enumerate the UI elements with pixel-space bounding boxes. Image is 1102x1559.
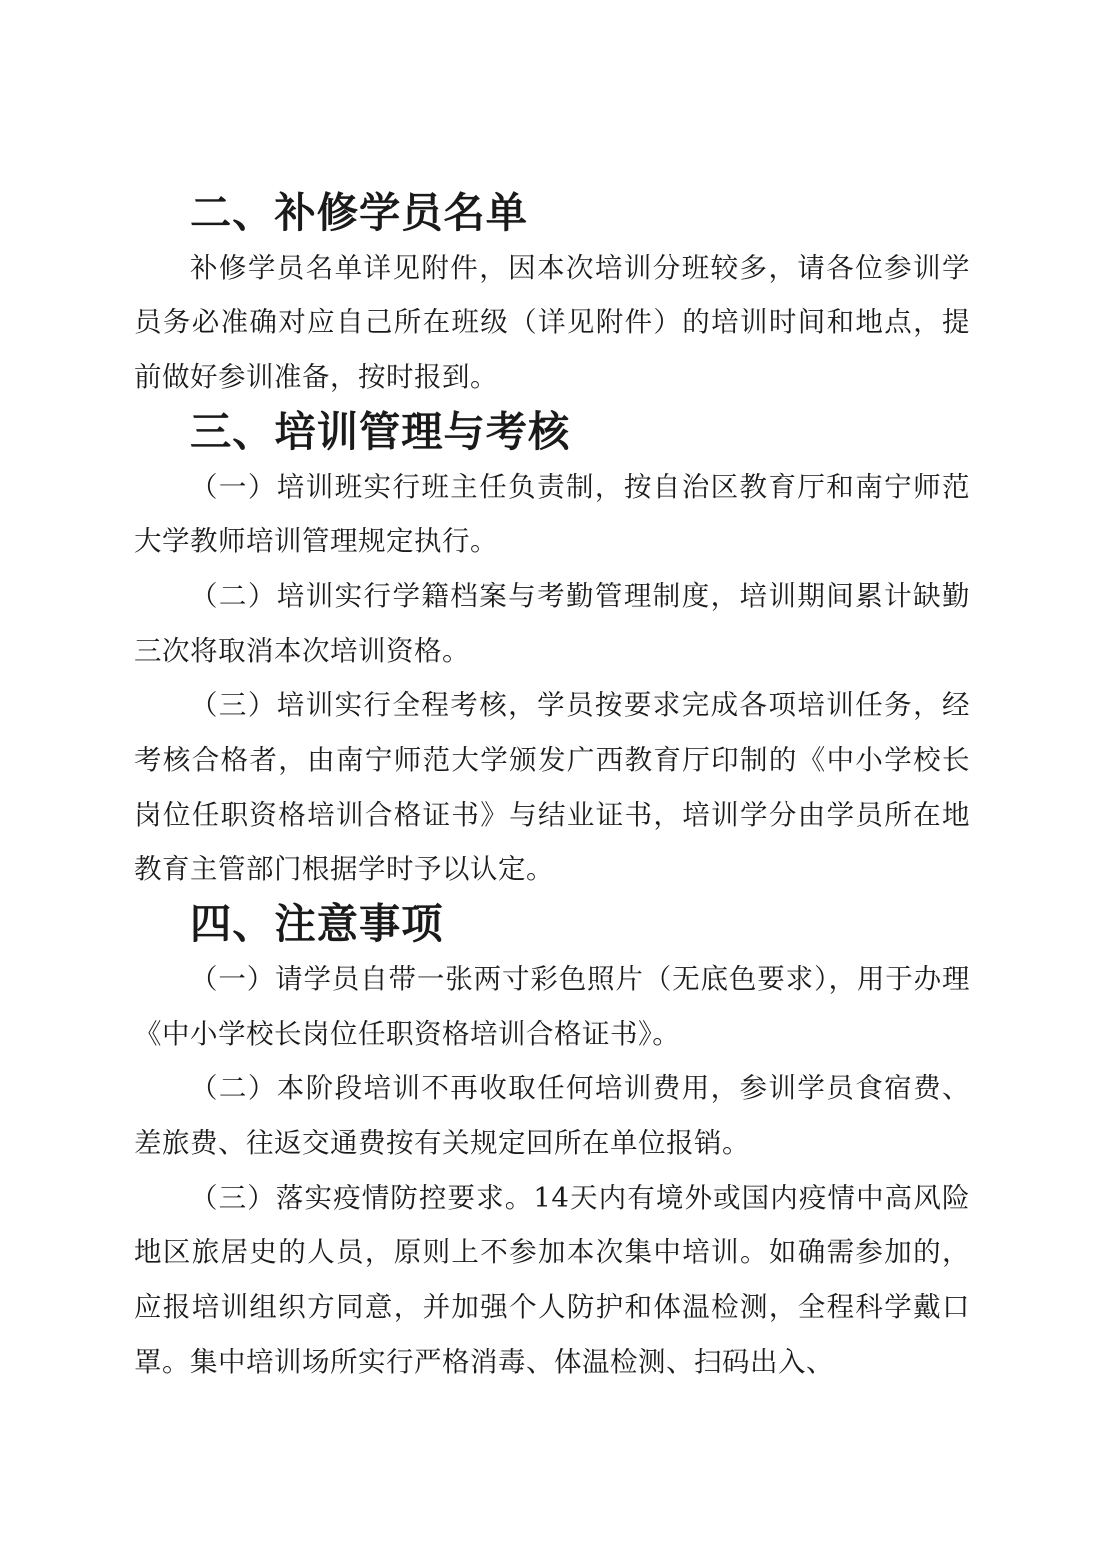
paragraph-management-2: （二）培训实行学籍档案与考勤管理制度，培训期间累计缺勤三次将取消本次培训资格。 [134,579,970,667]
paragraph-notes-2: （二）本阶段培训不再收取任何培训费用，参训学员食宿费、差旅费、往返交通费按有关规定回所在单位报销。 [134,1072,970,1159]
paragraph-notes-3: （三）落实疫情防控要求。14天内有境外或国内疫情中高风险地区旅居史的人员，原则上不参加本次集中培训。如确需参加的，应报培训组织方同意，并加强个人防护和体温检测，全程科学戴口罩。集中培训场所实行严格消毒、体温检测、扫码出入、 [134,1181,970,1378]
paragraph-notes-1: （一）请学员自带一张两寸彩色照片（无底色要求），用于办理《中小学校长岗位任职资格培训合格证书》。 [134,962,970,1050]
paragraph-management-1: （一）培训班实行班主任负责制，按自治区教育厅和南宁师范大学教师培训管理规定执行。 [134,470,970,558]
section-heading-notes: 四、注意事项 [190,900,444,949]
paragraph-management-3: （三）培训实行全程考核，学员按要求完成各项培训任务，经考核合格者，由南宁师范大学颁发广西教育厅印制的《中小学校长岗位任职资格培训合格证书》与结业证书，培训学分由学员所在地教育主管部门根据学时予以认定。 [134,689,970,886]
section-heading-management: 三、培训管理与考核 [190,407,571,456]
paragraph-trainee-list: 补修学员名单详见附件，因本次培训分班较多，请各位参训学员务必准确对应自己所在班级（详见附件）的培训时间和地点，提前做好参训准备，按时报到。 [134,251,970,394]
section-heading-trainee-list: 二、补修学员名单 [190,189,528,237]
document-body [134,186,970,1389]
